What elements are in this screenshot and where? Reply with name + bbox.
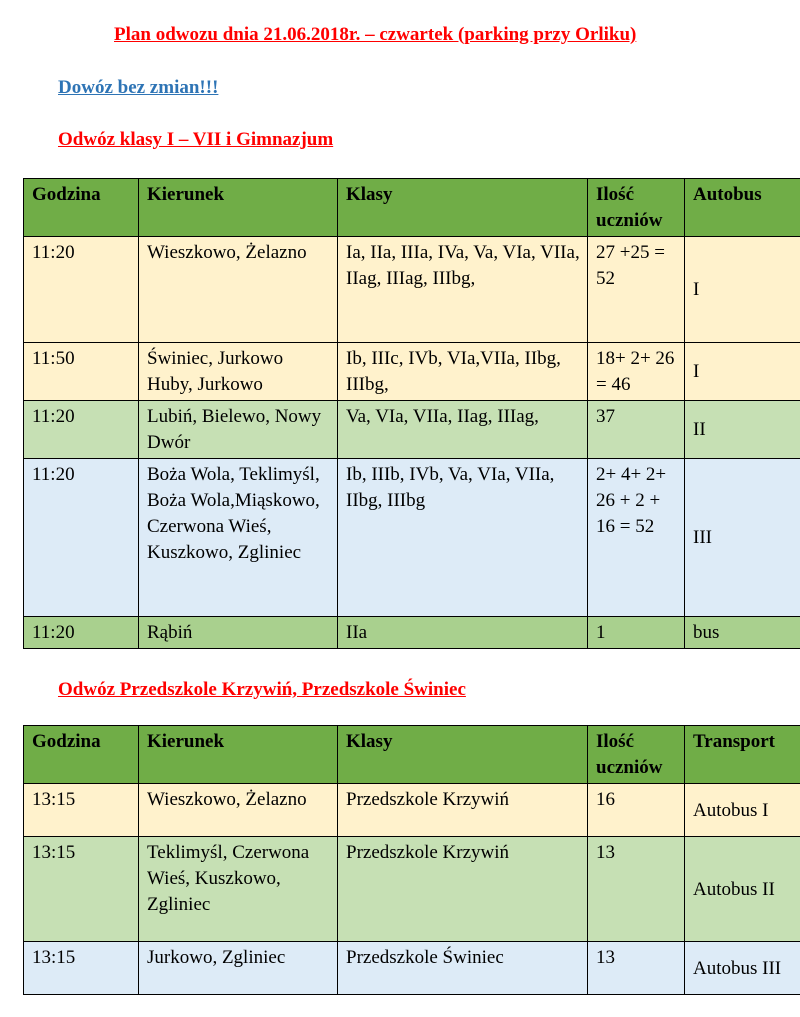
cell-classes: Ib, IIIc, IVb, VIa,VIIa, IIbg, IIIbg, xyxy=(338,343,588,401)
cell-classes: Przedszkole Krzywiń xyxy=(338,784,588,837)
cell-direction: Wieszkowo, Żelazno xyxy=(139,237,338,343)
header-transport: Transport xyxy=(685,726,800,784)
cell-count: 13 xyxy=(588,837,685,942)
header-ilosc-uczniow: Ilość uczniów xyxy=(588,726,685,784)
header-kierunek: Kierunek xyxy=(139,179,338,237)
header-kierunek: Kierunek xyxy=(139,726,338,784)
schedule-table-classes xyxy=(23,178,800,649)
cell-count: 13 xyxy=(588,942,685,995)
cell-direction: Rąbiń xyxy=(139,617,338,649)
table-row xyxy=(24,837,800,942)
section-heading-classes: Odwóz klasy I – VII i Gimnazjum xyxy=(58,129,334,150)
delivery-note: Dowóz bez zmian!!! xyxy=(58,77,219,98)
cell-bus: bus xyxy=(685,617,800,649)
table-row xyxy=(24,784,800,837)
cell-direction: Wieszkowo, Żelazno xyxy=(139,784,338,837)
cell-time: 13:15 xyxy=(24,784,139,837)
table-row xyxy=(24,343,800,401)
cell-transport: Autobus I xyxy=(685,784,800,837)
page-title: Plan odwozu dnia 21.06.2018r. – czwartek (parking przy Orliku) xyxy=(114,24,637,45)
header-godzina: Godzina xyxy=(24,726,139,784)
cell-count: 16 xyxy=(588,784,685,837)
header-klasy: Klasy xyxy=(338,726,588,784)
cell-classes: Ia, IIa, IIIa, IVa, Va, VIa, VIIa, IIag, IIIag, IIIbg, xyxy=(338,237,588,343)
cell-count: 2+ 4+ 2+ 26 + 2 + 16 = 52 xyxy=(588,459,685,617)
cell-bus: I xyxy=(685,237,800,343)
table-header-row xyxy=(24,179,800,237)
cell-count: 37 xyxy=(588,401,685,459)
header-klasy: Klasy xyxy=(338,179,588,237)
cell-time: 11:50 xyxy=(24,343,139,401)
table-header-row xyxy=(24,726,800,784)
cell-time: 11:20 xyxy=(24,617,139,649)
cell-time: 11:20 xyxy=(24,401,139,459)
cell-classes: Va, VIa, VIIa, IIag, IIIag, xyxy=(338,401,588,459)
cell-direction: Świniec, Jurkowo Huby, Jurkowo xyxy=(139,343,338,401)
table-row xyxy=(24,617,800,649)
cell-time: 11:20 xyxy=(24,237,139,343)
cell-direction: Boża Wola, Teklimyśl, Boża Wola,Miąskowo, Czerwona Wieś, Kuszkowo, Zgliniec xyxy=(139,459,338,617)
cell-transport: Autobus II xyxy=(685,837,800,942)
cell-classes: Przedszkole Krzywiń xyxy=(338,837,588,942)
header-ilosc-uczniow: Ilość uczniów xyxy=(588,179,685,237)
table-row xyxy=(24,942,800,995)
section-heading-preschool: Odwóz Przedszkole Krzywiń, Przedszkole Świniec xyxy=(58,679,466,700)
header-godzina: Godzina xyxy=(24,179,139,237)
cell-classes: IIa xyxy=(338,617,588,649)
cell-time: 13:15 xyxy=(24,942,139,995)
cell-bus: III xyxy=(685,459,800,617)
cell-bus: II xyxy=(685,401,800,459)
table-row xyxy=(24,237,800,343)
cell-direction: Lubiń, Bielewo, Nowy Dwór xyxy=(139,401,338,459)
cell-time: 11:20 xyxy=(24,459,139,617)
cell-bus: I xyxy=(685,343,800,401)
table-row xyxy=(24,401,800,459)
cell-transport: Autobus III xyxy=(685,942,800,995)
cell-count: 18+ 2+ 26 = 46 xyxy=(588,343,685,401)
cell-time: 13:15 xyxy=(24,837,139,942)
cell-count: 1 xyxy=(588,617,685,649)
header-autobus: Autobus xyxy=(685,179,800,237)
cell-direction: Jurkowo, Zgliniec xyxy=(139,942,338,995)
cell-direction: Teklimyśl, Czerwona Wieś, Kuszkowo, Zgliniec xyxy=(139,837,338,942)
table-row xyxy=(24,459,800,617)
schedule-table-preschool xyxy=(23,725,800,995)
cell-classes: Przedszkole Świniec xyxy=(338,942,588,995)
cell-classes: Ib, IIIb, IVb, Va, VIa, VIIa, IIbg, IIIbg xyxy=(338,459,588,617)
cell-count: 27 +25 = 52 xyxy=(588,237,685,343)
